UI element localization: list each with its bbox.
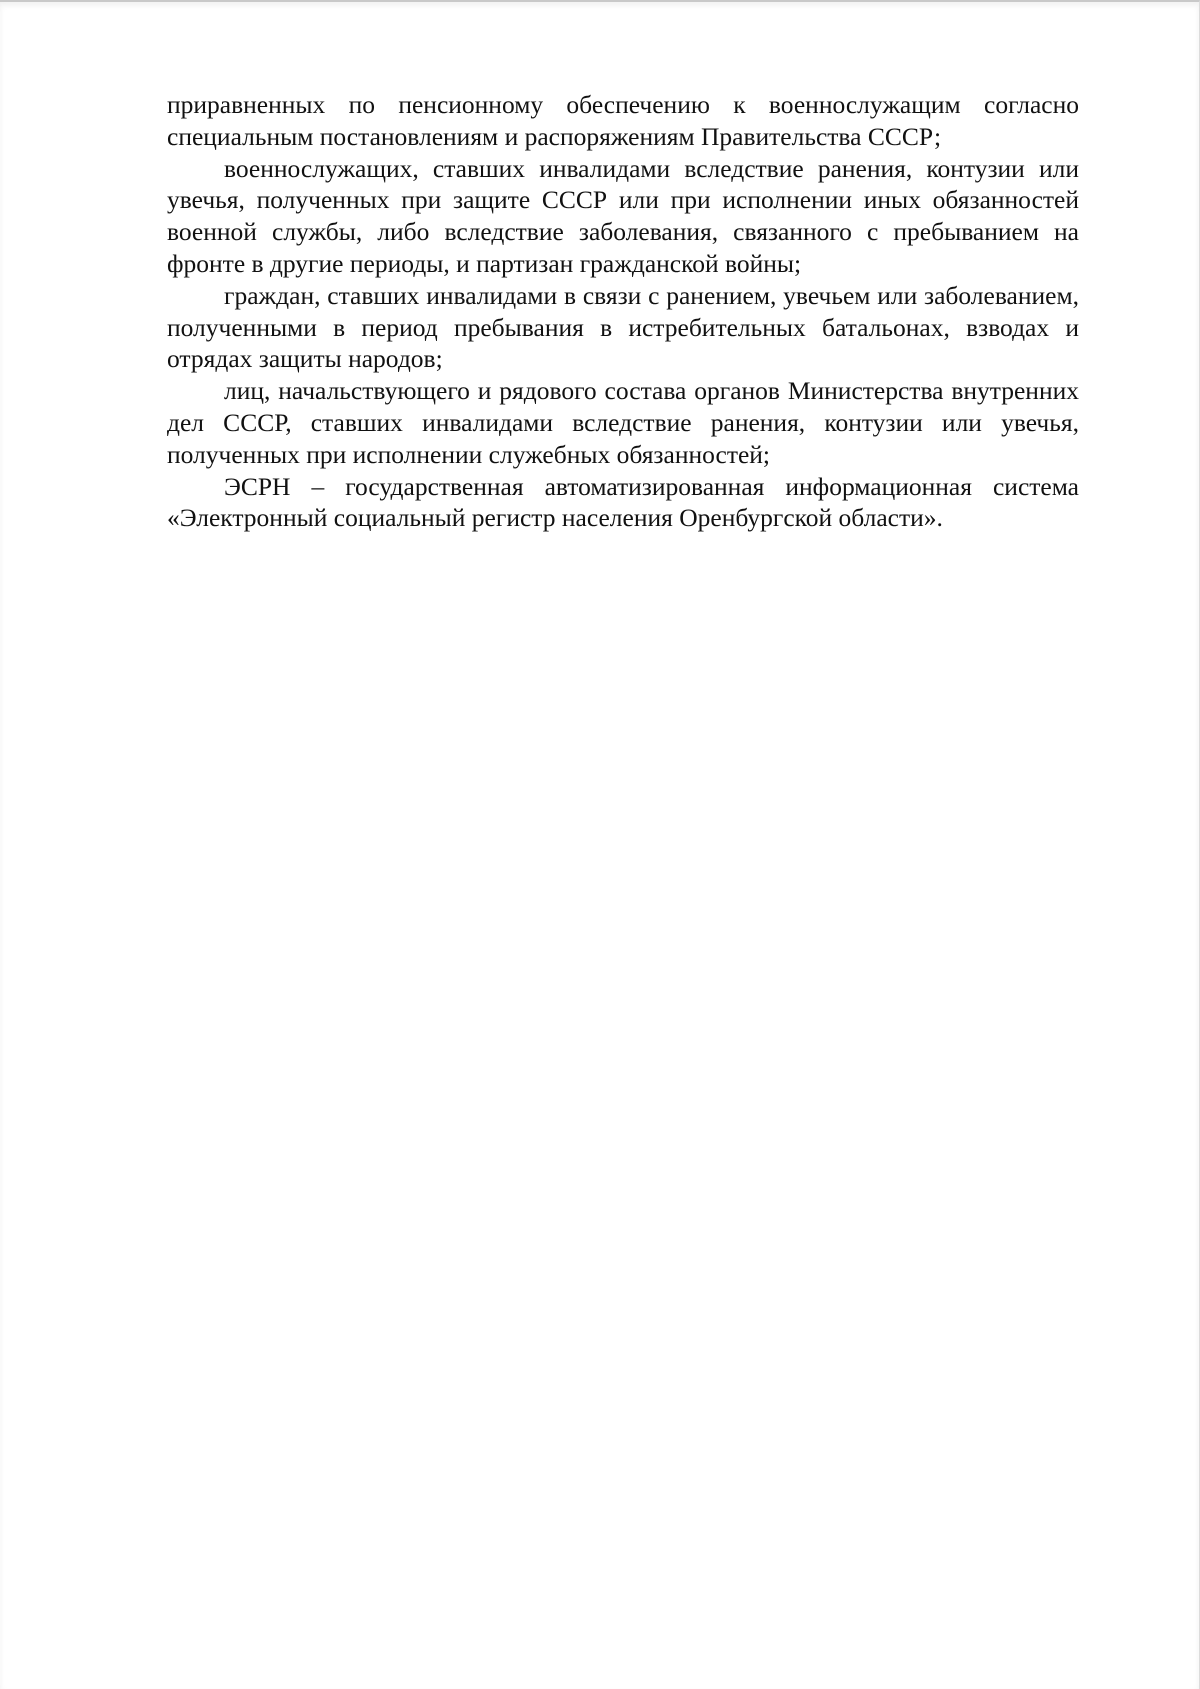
paragraph-equated-persons: приравненных по пенсионному обеспечению к военнослужащим согласно специальным постановлениям и распоряжениям Правительства СССР;: [167, 90, 1079, 151]
paragraph-citizens: граждан, ставших инвалидами в связи с ранением, увечьем или заболеванием, полученными в период пребывания в истребительных батальонах, взводах и отрядах защиты народов;: [167, 280, 1079, 374]
paragraph-interior-ministry: лиц, начальствующего и рядового состава органов Министерства внутренних дел СССР, ставших инвалидами вследствие ранения, контузии или увечья, полученных при исполнении служебных обязанностей;: [167, 376, 1079, 469]
paragraph-servicemen: военнослужащих, ставших инвалидами вследствие ранения, контузии или увечья, полученных при защите СССР или при исполнении иных обязанностей военной службы, либо вследствие заболевания, связанного с пребыванием на фронте в другие периоды, и партизан гражданской войны;: [167, 153, 1079, 278]
paragraph-esrn-definition: ЭСРН – государственная автоматизированная информационная система «Электронный социальный регистр населения Оренбургской области».: [167, 471, 1079, 533]
document-body: [167, 89, 1079, 534]
